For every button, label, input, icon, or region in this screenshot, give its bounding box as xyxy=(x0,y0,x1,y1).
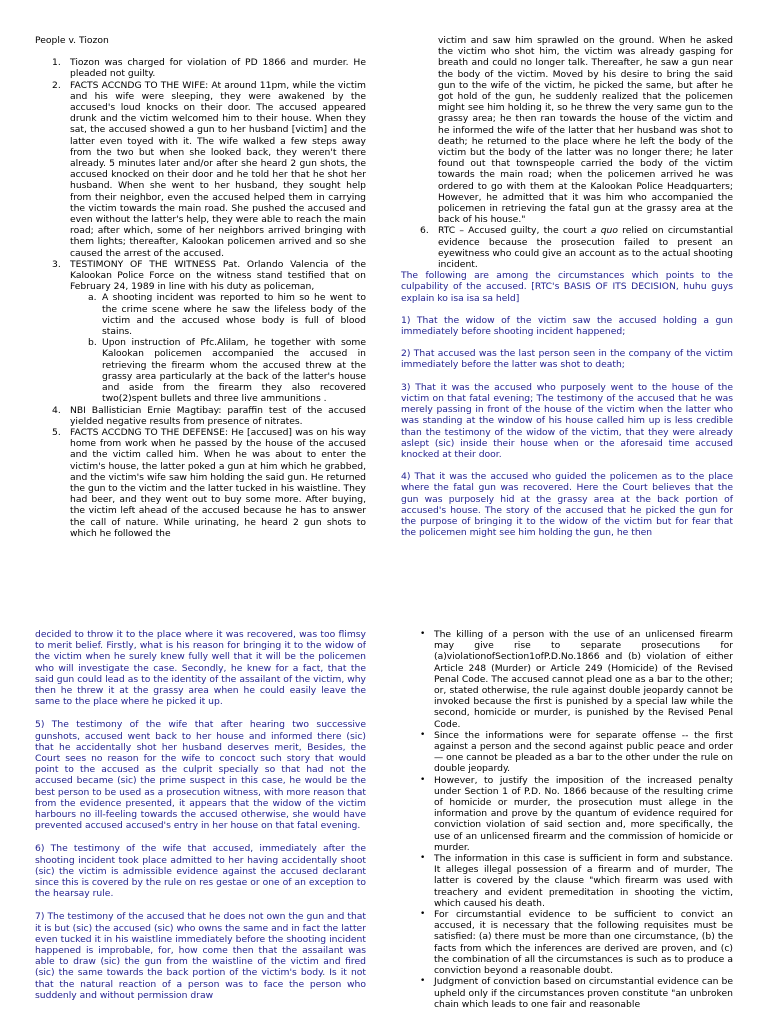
bullet-icon: • xyxy=(420,853,426,864)
list-item: 2. FACTS ACCNDG TO THE WIFE: At around 11pm, while the victim and his wife were sleeping, they were awakened by the accused's loud knocks on their door. The accused appeared drunk and the victim welcomed him to their house. When they sat, the accused showed a gun to her husband [victim] and the latter even toyed with it. The wife walked a few steps away from the two but when she looked back, they weren't there already. 5 minutes later and/or after she heard 2 gun shots, the accused knocked on their door and he told her that he shot her husband. When she went to her husband, they sought help from their neighbor, even the accused helped them in carrying the victim towards the main road. She pushed the accused and even without the latter's help, they were able to reach the main road; after which, some of her neighbors arrived bringing with them lights; thereafter, Kalookan policemen arrived and so she caused the arrest of the accused. xyxy=(52,79,366,259)
sub-list-item: b. Upon instruction of Pfc.Alilam, he together with some Kalookan policemen accompanied the accused in retrieving the firearm whom the accused threw at the grassy area particularly at the back of the latter's house and aside from the firearm they also recovered two(2)spent bullets and three live ammunitions . xyxy=(88,337,366,405)
list-item: • The killing of a person with the use of an unlicensed firearm may give rise to separate prosecutions for (a)violationofSection1ofP.D.No.1866 and (b) violation of either Article 248 (Murder) or Article 249 (Homicide) of the Revised Penal Code. The accused cannot plead one as a bar to the other; or, stated otherwise, the rule against double jeopardy cannot be invoked because the first is punished by a special law while the second, homicide or murder, is punished by the Revised Penal Code. xyxy=(420,629,733,730)
reasoning-paragraph: 6) The testimony of the wife that accused, immediately after the shooting incident took place admitted to her having accidentally shoot (sic) the victim is admissible evidence against the accused declarant since this is covered by the rule on res gestae or one of an exception to the hearsay rule. xyxy=(35,843,366,900)
facts-continued xyxy=(401,35,733,225)
bullet-icon: • xyxy=(420,729,426,740)
list-item: 3. TESTIMONY OF THE WITNESS Pat. Orlando Valencia of the Kalookan Police Force on the witness stand testified that on February 24, 1989 in line with his duty as policeman, a. A shooting incident was reported to him so he went to the crime scene where he saw the lifeless body of the victim and the accused whose body is full of blood stains. b. Upon instruction of Pfc.Alilam, he together with some Kalookan policemen accompanied the accused in retrieving the firearm whom the accused threw at the grassy area particularly at the back of the latter's house and aside from the firearm they also recovered two(2)spent bullets and three live ammunitions . xyxy=(52,258,366,405)
list-item: 1. Tiozon was charged for violation of PD 1866 and murder. He pleaded not guilty. xyxy=(52,57,366,80)
list-item: 6. RTC – Accused guilty, the court a quo relied on circumstantial evidence because the prosecution failed to present an eyewitness who could give an account as to the actual shooting incident. xyxy=(420,225,733,271)
top-left-column xyxy=(35,35,366,539)
list-item: • However, to justify the imposition of the increased penalty under Section 1 of P.D. No. 1866 because of the resulting crime of homicide or murder, the prosecution must allege in the information and prove by the quantum of evidence required for conviction violation of said section and, more specifically, the use of an unlicensed firearm and the commission of homicide or murder. xyxy=(420,774,733,853)
sub-list xyxy=(70,292,366,404)
bullet-icon: • xyxy=(420,909,426,920)
bullet-icon: • xyxy=(420,774,426,785)
circumstance-paragraph: 2) That accused was the last person seen in the company of the victim immediately before the latter was shot to death; xyxy=(401,348,733,371)
list-item: 5. FACTS ACCDNG TO THE DEFENSE: He [accused] was on his way home from work when he passed by the house of the accused and the victim called him. When he was about to enter the victim's house, the latter poked a gun at him which he grabbed, and the victim's wife saw him holding the said gun. He returned the gun to the victim and the latter tucked in his waistline. They had beer, and they went out to buy some more. After buying, the victim left ahead of the accused because he has to answer the call of nature. While urinating, he heard 2 gun shots to which he followed the xyxy=(52,426,366,539)
case-title: People v. Tiozon xyxy=(35,35,109,46)
list-item: • The information in this case is sufficient in form and substance. It alleges illegal possession of a firearm and of murder, The latter is covered by the clause "which firearm was used with treachery and evident premeditation in shooting the victim, which caused his death. xyxy=(420,853,733,909)
bullet-icon: • xyxy=(420,629,426,639)
circumstance-paragraph: 1) That the widow of the victim saw the accused holding a gun immediately before shooting incident happened; xyxy=(401,314,733,338)
reasoning-paragraph: 7) The testimony of the accused that he does not own the gun and that it is but (sic) the accused (sic) who owns the same and in fact the latter even tucked it in his waistline immediately before the shooting incident happened is improbable, for, how come then that the assailant was able to draw (sic) the gun from the waistline of the victim and fired (sic) the same towards the back portion of the victim's body. Is it not that the natural reaction of a person was to face the person who suddenly and without permission draw xyxy=(35,911,366,1001)
circumstance-paragraph: 4) That it was the accused who guided the policemen as to the place where the fatal gun was recovered. Here the Court believes that the gun was purposely hid at the grassy area at the back portion of accused's house. The story of the accused that he picked the gun for the purpose of bringing it to the widow of the victim but for fear that the policemen might see him holding the gun, he then xyxy=(401,471,733,539)
defense-facts-continuation: victim and saw him sprawled on the ground. When he asked the victim who shot him, the victim was already gasping for breath and could no longer talk. Thereafter, he saw a gun near the body of the victim. Moved by his desire to bring the said gun to the wife of the victim, he picked the same, but after he got hold of the gun, he suddenly realized that the policemen might see him holding it, so he threw the very same gun to the grassy area; he then ran towards the house of the victim and he informed the wife of the latter that her husband was shot to death; he returned to the place where he left the body of the victim but the body of the latter was no longer there; he later found out that townspeople carried the body of the victim towards the main road; when the policemen arrived he was ordered to go with them at the Kalookan Police Headquarters; However, he admitted that it was him who accompanied the policemen in retrieving the fatal gun at the grassy area at the back of his house." xyxy=(438,35,733,226)
list-item: • For circumstantial evidence to be sufficient to convict an accused, it is necessary that the following requisites must be satisfied: (a) there must be more than one circumstance, (b) the facts from which the inferences are derived are proven, and (c) the combination of all the circumstances is such as to produce a conviction beyond a reasonable doubt. xyxy=(420,909,733,977)
list-item: • Since the informations were for separate offense -- the first against a person and the second against public peace and order — one cannot be pleaded as a bar to the other under the rule on double jeopardy. xyxy=(420,729,733,775)
list-item: • Judgment of conviction based on circumstantial evidence can be upheld only if the circumstances proven constitute "an unbroken chain which leads to one fair and reasonable xyxy=(420,976,733,1010)
rtc-item xyxy=(401,225,733,270)
reasoning-paragraph: 5) The testimony of the wife that after hearing two successive gunshots, accused went back to her house and informed there (sic) that he accidentally shot her husband deserves merit, Besides, the Court sees no reason for the wife to concoct such story that would point to the accused as the culprit specially so that had not the accused became (sic) the prime suspect in this case, he would be the best person to be used as a prosecution witness, with more reason that from the evidence presented, it appears that the widow of the victim harbours no ill-feeling towards the accused otherwise, she would have prevented accused accused's entry in her house on that fatal evening. xyxy=(35,719,366,832)
bottom-right-column xyxy=(420,629,733,1024)
sub-list-item: a. A shooting incident was reported to him so he went to the crime scene where he saw the lifeless body of the victim and the accused whose body is full of blood stains. xyxy=(88,292,366,338)
bottom-left-column xyxy=(35,629,366,1024)
bullet-icon: • xyxy=(420,976,426,987)
reasoning-paragraph: decided to throw it to the place where it was recovered, was too flimsy to merit belief. Firstly, what is his reason for bringing it to the widow of the victim when he surely knew fully well that it will be the policemen who will investigate the case. Secondly, he knew for a fact, that the said gun could lead as to the identity of the assailant of the victim, why then he threw it at the grassy area when he could easily leave the same to the place where he picked it up. xyxy=(35,629,366,708)
circumstances-intro: The following are among the circumstances which points to the culpability of the accused. [RTC's BASIS OF ITS DECISION, huhu guys explain ko isa isa sa held] xyxy=(401,270,733,304)
circumstance-paragraph: 3) That it was the accused who purposely went to the house of the victim on that fatal evening; The testimony of the accused that he was merely passing in front of the house of the victim when the latter who was standing at the window of his house called him up is less credible than the testimony of the widow of the victim, that they were already aslept (sic) inside their house when or the aforesaid time accused knocked at their door. xyxy=(401,381,733,460)
top-right-column xyxy=(401,35,733,538)
facts-list xyxy=(35,57,366,539)
circumstances-section xyxy=(401,270,733,538)
list-item: 4. NBI Ballistician Ernie Magtibay: paraffin test of the accused yielded negative results from presence of nitrates. xyxy=(52,404,366,427)
